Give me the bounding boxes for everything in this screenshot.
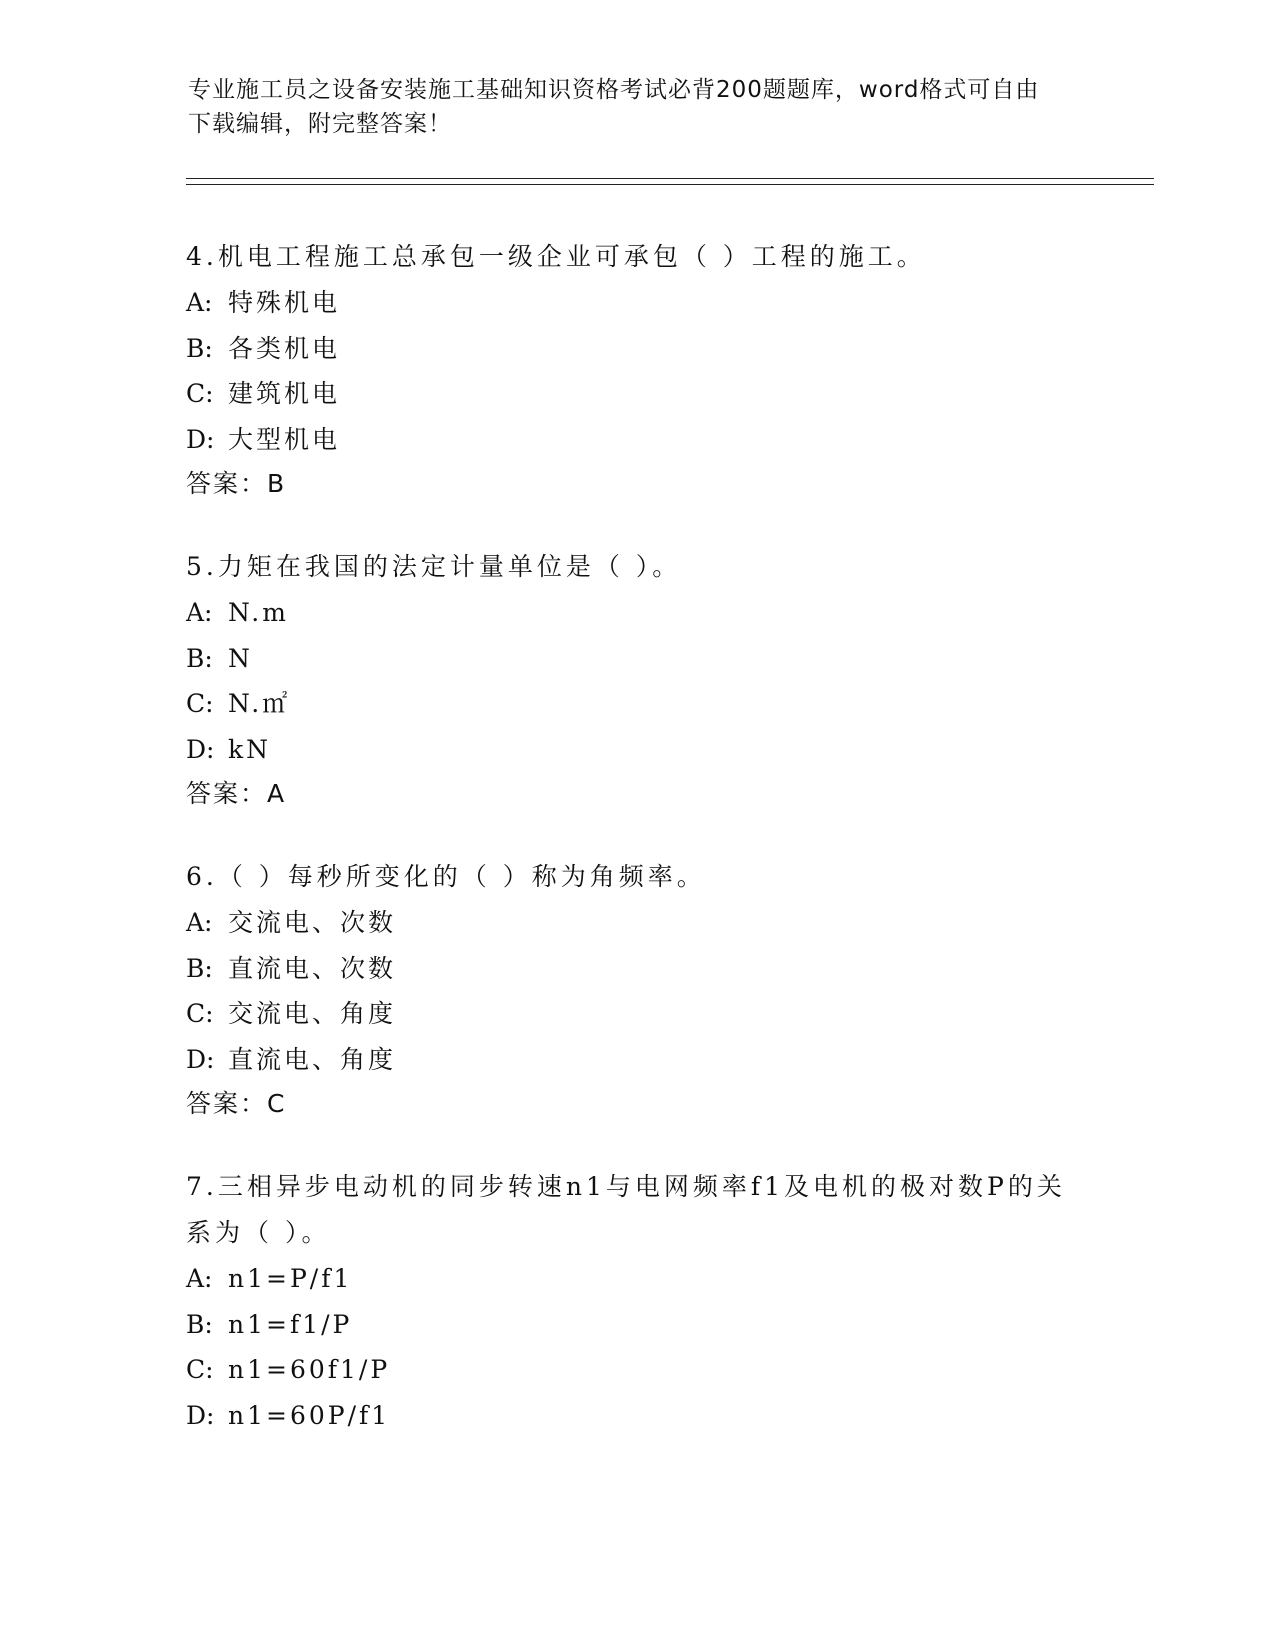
option-c <box>186 681 1086 727</box>
document-header <box>188 73 1068 141</box>
option-d <box>186 1037 1086 1083</box>
option-text: 交流电、次数 <box>228 908 397 937</box>
option-key: D: <box>186 734 215 764</box>
option-key: D: <box>186 424 215 454</box>
option-key: D: <box>186 1400 215 1430</box>
option-text: 建筑机电 <box>228 379 341 408</box>
option-text: N <box>228 643 253 673</box>
option-text: kN <box>228 734 272 764</box>
question-4 <box>186 234 1086 506</box>
option-text: 交流电、角度 <box>228 999 397 1028</box>
option-text: n1=f1/P <box>228 1309 353 1339</box>
option-key: B: <box>186 953 213 983</box>
option-text: n1=P/f1 <box>228 1264 353 1293</box>
question-title: 5.力矩在我国的法定计量单位是（ ）。 <box>186 552 682 581</box>
question-title: 7.三相异步电动机的同步转速n1与电网频率f1及电机的极对数P的关系为（ ）。 <box>186 1172 1066 1247</box>
question-6 <box>186 854 1086 1126</box>
option-text: N.m <box>228 598 289 627</box>
option-text: 各类机电 <box>228 333 341 363</box>
option-text: n1=60f1/P <box>228 1355 391 1384</box>
header-line-2: 下载编辑，附完整答案！ <box>188 111 452 137</box>
option-key: C: <box>186 379 214 408</box>
option-key: A: <box>186 598 213 627</box>
option-a <box>186 280 1086 326</box>
option-a <box>186 590 1086 636</box>
option-text: 直流电、次数 <box>228 953 397 983</box>
header-line-1: 专业施工员之设备安装施工基础知识资格考试必背200题题库，word格式可自由 <box>188 77 1040 103</box>
option-text: n1=60P/f1 <box>228 1400 391 1430</box>
question-title: 6.（ ）每秒所变化的（ ）称为角频率。 <box>186 862 706 891</box>
option-key: C: <box>186 689 214 718</box>
option-c <box>186 1347 1086 1393</box>
option-text: 大型机电 <box>228 424 341 454</box>
option-key: A: <box>186 1264 213 1293</box>
option-key: B: <box>186 1309 213 1339</box>
option-b <box>186 326 1086 372</box>
option-key: C: <box>186 1355 214 1384</box>
option-key: A: <box>186 288 213 317</box>
answer-line: 答案：A <box>186 779 287 808</box>
question-title: 4.机电工程施工总承包一级企业可承包（ ）工程的施工。 <box>186 242 926 271</box>
option-key: B: <box>186 333 213 363</box>
option-d <box>186 1393 1086 1439</box>
question-list <box>186 234 1086 1476</box>
option-key: D: <box>186 1044 215 1074</box>
option-b <box>186 636 1086 682</box>
answer-line: 答案：B <box>186 469 287 498</box>
question-5 <box>186 544 1086 816</box>
header-divider <box>186 178 1154 185</box>
option-c <box>186 991 1086 1037</box>
option-c <box>186 371 1086 417</box>
answer-line: 答案：C <box>186 1089 287 1118</box>
option-text: N.㎡ <box>228 689 291 718</box>
option-text: 直流电、角度 <box>228 1044 397 1074</box>
option-a <box>186 1256 1086 1302</box>
option-key: C: <box>186 999 214 1028</box>
option-b <box>186 1302 1086 1348</box>
question-7 <box>186 1164 1086 1438</box>
option-b <box>186 946 1086 992</box>
option-d <box>186 417 1086 463</box>
option-key: B: <box>186 643 213 673</box>
option-a <box>186 900 1086 946</box>
option-d <box>186 727 1086 773</box>
option-text: 特殊机电 <box>228 288 341 317</box>
option-key: A: <box>186 908 213 937</box>
